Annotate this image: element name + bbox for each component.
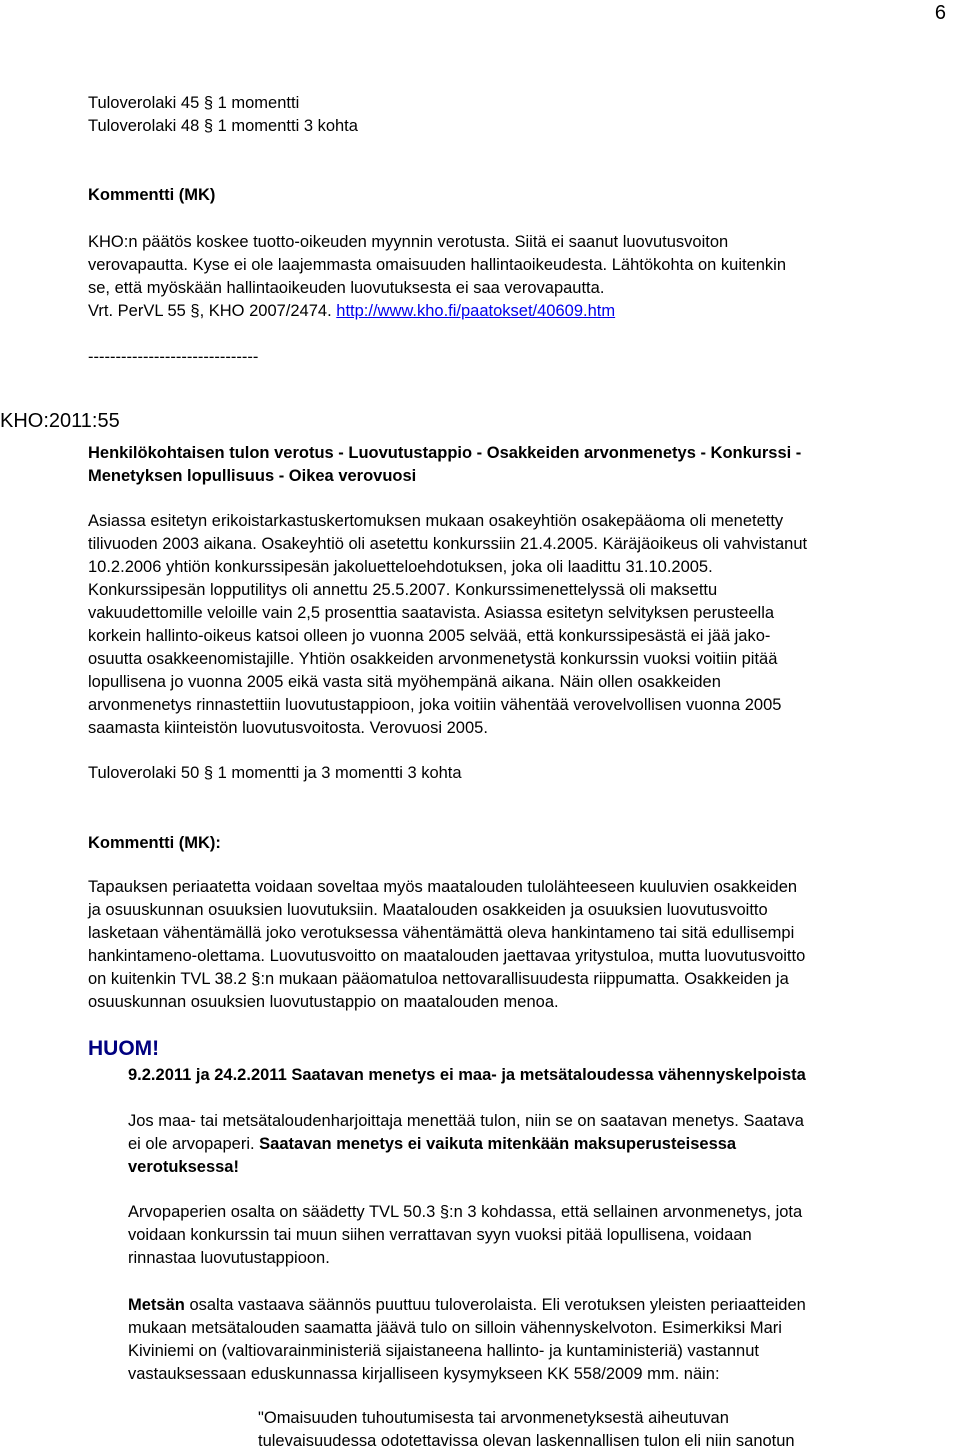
text-line: tilivuoden 2003 aikana. Osakeyhtiö oli asetettu konkurssiin 21.4.2005. Käräjäoikeus oli vahvistanut (88, 535, 808, 553)
reference-text: Vrt. PerVL 55 §, KHO 2007/2474. (88, 302, 332, 320)
text-line: lasketaan vähentämällä joko verotuksessa vähentämättä oleva hankintameno tai sitä edullisempi (88, 924, 795, 942)
separator-line: ------------------------------- (88, 348, 259, 366)
emphasis-text: Saatavan menetys ei vaikuta mitenkään maksuperusteisessa (259, 1135, 737, 1153)
text-line: vakuudettomille veloille vain 2,5 prosenttia saatavista. Asiassa esitetyn selvityksen perusteella (88, 604, 775, 622)
law-references (88, 92, 948, 138)
text-line: rinnastaa luovutustappioon. (128, 1249, 330, 1267)
huom-paragraph (128, 1110, 948, 1179)
comment-paragraph (88, 876, 948, 1014)
text-line: lopullisena jo vuonna 2005 eikä vasta sitä myöhempänä aikana. Näin ollen osakkeiden (88, 673, 721, 691)
text-line: arvonmenetys rinnastettiin luovutustappioon, joka voitiin vähentää verovelvollisen vuonna 2005 (88, 696, 782, 714)
text-line: Kiviniemi on (valtiovarainministeriä sijaistaneena hallinto- ja kuntaministeriä) vastannut (128, 1342, 759, 1360)
decision-link[interactable]: http://www.kho.fi/paatokset/40609.htm (336, 302, 616, 320)
page-number: 6 (934, 2, 946, 24)
law-ref-line: Tuloverolaki 48 § 1 momentti 3 kohta (88, 117, 358, 135)
comment-paragraph (88, 231, 948, 323)
case-number: KHO:2011:55 (0, 410, 120, 432)
text-line: 10.2.2006 yhtiön konkurssipesän jakoluetteloehdotuksen, joka oli laadittu 31.10.2005. (88, 558, 713, 576)
comment-heading: Kommentti (MK) (88, 186, 216, 204)
huom-heading: HUOM! (88, 1037, 160, 1060)
text-line: voidaan konkurssin tai muun siihen verrattavan syyn vuoksi pitää lopullisena, voidaan (128, 1226, 752, 1244)
text-line: Tapauksen periaatetta voidaan soveltaa myös maatalouden tulolähteeseen kuuluvien osakkeiden (88, 878, 798, 896)
text-line: Konkurssipesän lopputilitys oli annettu 25.5.2007. Konkurssimenettelyssä oli maksettu (88, 581, 718, 599)
text-line: Asiassa esitetyn erikoistarkastuskertomuksen mukaan osakeyhtiön osakepääoma oli menetetty (88, 512, 784, 530)
huom-title: 9.2.2011 ja 24.2.2011 Saatavan menetys ei maa- ja metsätaloudessa vähennyskelpoista (128, 1066, 806, 1084)
quote-line: tulevaisuudessa odotettavissa olevan laskennallisen tulon eli niin sanotun (258, 1432, 795, 1450)
text-line: ja osuuskunnan osuuksien luovutuksiin. Maatalouden osakkeiden ja osuuksien luovutusvoitto (88, 901, 768, 919)
case-summary (88, 510, 948, 740)
quote-block (258, 1407, 948, 1453)
text-line: osuutta osakkeenomistajille. Yhtiön osakkeiden arvonmenetystä konkurssin vuoksi voitiin pitää (88, 650, 778, 668)
law-ref-line: Tuloverolaki 45 § 1 momentti (88, 94, 300, 112)
text-line: Jos maa- tai metsätaloudenharjoittaja menettää tulon, niin se on saatavan menetys. Saatava (128, 1112, 804, 1130)
text-line: Arvopaperien osalta on säädetty TVL 50.3 §:n 3 kohdassa, että sellainen arvonmenetys, jota (128, 1203, 803, 1221)
quote-line: "Omaisuuden tuhoutumisesta tai arvonmenetyksestä aiheutuvan (258, 1409, 729, 1427)
text-line: korkein hallinto-oikeus katsoi olleen jo vuonna 2005 selvää, että konkurssipesästä ei jää jako- (88, 627, 771, 645)
text-segment: osalta vastaava säännös puuttuu tuloverolaista. Eli verotuksen yleisten periaatteiden (184, 1296, 806, 1314)
comment-heading: Kommentti (MK): (88, 834, 221, 852)
text-line: se, että myöskään hallintaoikeuden luovutuksesta ei saa verovapautta. (88, 279, 605, 297)
emphasis-text: Metsän (128, 1296, 185, 1314)
text-line: on kuitenkin TVL 38.2 §:n mukaan pääomatuloa nettovarallisuudesta riippumatta. Osakkeiden ja (88, 970, 789, 988)
text-line: KHO:n päätös koskee tuotto-oikeuden myynnin verotusta. Siitä ei saanut luovutusvoiton (88, 233, 729, 251)
text-line: saamasta kiinteistön luovutusvoitosta. Verovuosi 2005. (88, 719, 488, 737)
text-line: vastauksessaan eduskunnassa kirjalliseen kysymykseen KK 558/2009 mm. näin: (128, 1365, 720, 1383)
text-line: mukaan metsätalouden saamatta jäävä tulo on silloin vähennyskelvoton. Esimerkiksi Mari (128, 1319, 782, 1337)
text-line: verovapautta. Kyse ei ole laajemmasta omaisuuden hallintaoikeudesta. Lähtökohta on kuitenkin (88, 256, 787, 274)
law-reference: Tuloverolaki 50 § 1 momentti ja 3 momentti 3 kohta (88, 764, 462, 782)
text-segment: ei ole arvopaperi. (128, 1135, 255, 1153)
text-line: osuuskunnan osuuksien luovutustappio on maatalouden menoa. (88, 993, 559, 1011)
case-title (88, 442, 948, 488)
huom-paragraph (128, 1294, 948, 1386)
huom-paragraph (128, 1201, 948, 1270)
emphasis-text: verotuksessa! (128, 1158, 239, 1176)
title-line: Menetyksen lopullisuus - Oikea verovuosi (88, 467, 417, 485)
title-line: Henkilökohtaisen tulon verotus - Luovutustappio - Osakkeiden arvonmenetys - Konkurssi - (88, 444, 802, 462)
text-line: hankintameno-olettama. Luovutusvoitto on maatalouden jaettavaa yritystuloa, mutta luovutusvoitto (88, 947, 806, 965)
